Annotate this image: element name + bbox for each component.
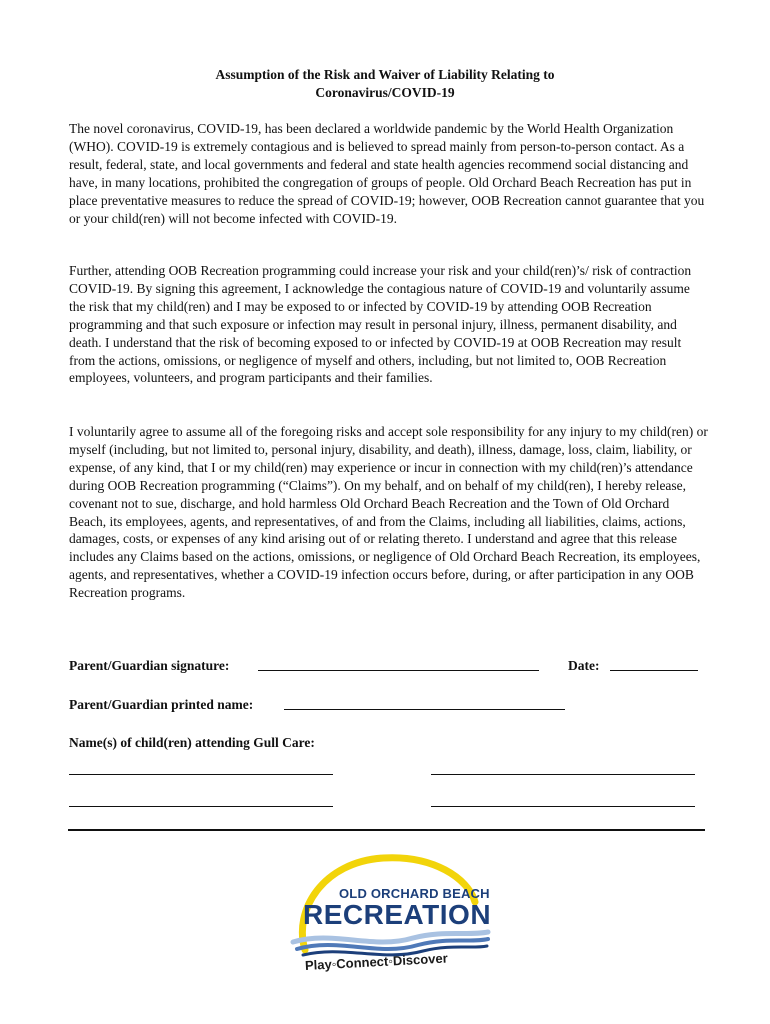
document-title-line2: Coronavirus/COVID-19 <box>315 85 455 100</box>
paragraph-covid-background: The novel coronavirus, COVID-19, has been declared a worldwide pandemic by the World Health Organization (WHO). COVID-19 is extremely contagious and is believed to spread mainly from person-to-person contact. As a result, federal, state, and local governments and federal and state health agencies recommend social distancing and have, in many locations, prohibited the congregation of groups of people. Old Orchard Beach Recreation has put in place preventative measures to reduce the spread of COVID-19; however, OOB Recreation cannot guarantee that you or your child(ren) will not become infected with COVID-19. <box>69 121 705 226</box>
printed-name-line[interactable] <box>284 696 565 710</box>
logo-tagline: Play◦Connect◦Discover <box>304 950 449 973</box>
date-line[interactable] <box>610 657 698 671</box>
signature-label: Parent/Guardian signature: <box>69 658 230 673</box>
paragraph-assumption-of-risk: Further, attending OOB Recreation programming could increase your risk and your child(ren)’s/ risk of contraction COVID-19. By signing this agreement, I acknowledge the contagious nature of COVID-19 and voluntarily assume the risk that my child(ren) and I may be exposed to or infected by COVID-19 by attending OOB Recreation programming and that such exposure or infection may result in personal injury, illness, permanent disability, and death. I understand that the risk of becoming exposed to or infected by COVID-19 at OOB Recreation may result from the actions, omissions, or negligence of myself and others, including, but not limited to, OOB Recreation employees, volunteers, and program participants and their families. <box>69 263 692 386</box>
logo-main-text: RECREATION <box>303 899 492 930</box>
child-name-line-1[interactable] <box>69 774 333 775</box>
printed-name-label: Parent/Guardian printed name: <box>69 697 254 712</box>
child-name-line-4[interactable] <box>431 806 695 807</box>
oob-recreation-logo <box>283 850 493 985</box>
children-names-label: Name(s) of child(ren) attending Gull Care: <box>69 735 315 750</box>
child-name-line-2[interactable] <box>431 774 695 775</box>
paragraph-release-of-claims: I voluntarily agree to assume all of the foregoing risks and accept sole responsibility for any injury to my child(ren) or myself (including, but not limited to, personal injury, disability, and death), illness, damage, loss, claim, liability, or expense, of any kind, that I or my child(ren) may experience or incur in connection with my child(ren)’s attendance during OOB Recreation programming (“Claims”). On my behalf, and on behalf of my child(ren), I hereby release, covenant not to sue, discharge, and hold harmless Old Orchard Beach Recreation and the Town of Old Orchard Beach, its employees, agents, and representatives, of and from the Claims, including all liabilities, claims, actions, damages, costs, or expenses of any kind arising out of or relating thereto. I understand and agree that this release includes any Claims based on the actions, omissions, or negligence of Old Orchard Beach Recreation, its employees, agents, and representatives, whether a COVID-19 infection occurs before, during, or after participation in any OOB Recreation programs. <box>69 424 708 601</box>
signature-line[interactable] <box>258 657 539 671</box>
logo-top-text: OLD ORCHARD BEACH <box>339 886 490 901</box>
date-label: Date: <box>568 658 600 673</box>
child-name-line-3[interactable] <box>69 806 333 807</box>
document-title-line1: Assumption of the Risk and Waiver of Liability Relating to <box>215 67 555 82</box>
horizontal-rule <box>68 829 705 831</box>
